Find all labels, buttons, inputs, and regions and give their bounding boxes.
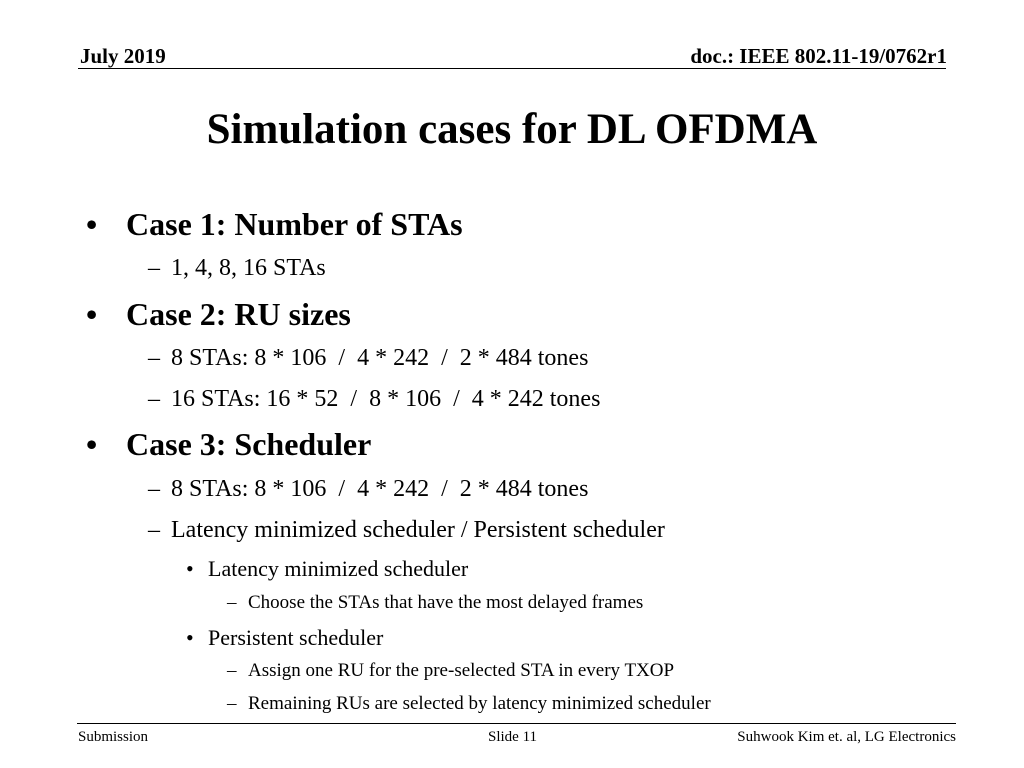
dash-marker: – xyxy=(227,693,237,714)
header-divider xyxy=(78,68,946,69)
dash-marker: – xyxy=(148,517,160,543)
dash-marker: – xyxy=(148,255,160,281)
slide-title: Simulation cases for DL OFDMA xyxy=(206,106,818,153)
bullet-marker: • xyxy=(86,206,98,242)
footer-authors: Suhwook Kim et. al, LG Electronics xyxy=(737,729,956,745)
dash-marker: – xyxy=(148,476,160,502)
case-2-heading: Case 2: RU sizes xyxy=(126,296,351,332)
bullet-marker: • xyxy=(86,296,98,332)
dash-marker: – xyxy=(148,345,160,371)
latency-scheduler-detail: Choose the STAs that have the most delayed frames xyxy=(248,592,644,613)
dash-marker: – xyxy=(227,660,237,681)
case-1-item-stas: 1, 4, 8, 16 STAs xyxy=(171,255,326,281)
bullet-marker: • xyxy=(86,426,98,462)
latency-scheduler-label: Latency minimized scheduler xyxy=(208,556,469,581)
case-1-heading: Case 1: Number of STAs xyxy=(126,206,463,242)
case-2-item-8-stas: 8 STAs: 8 * 106 / 4 * 242 / 2 * 484 tones xyxy=(171,345,589,371)
persistent-scheduler-detail-1: Assign one RU for the pre-selected STA in every TXOP xyxy=(248,660,675,681)
bullet-marker: • xyxy=(186,625,194,650)
case-2-item-16-stas: 16 STAs: 16 * 52 / 8 * 106 / 4 * 242 tones xyxy=(171,386,601,412)
persistent-scheduler-label: Persistent scheduler xyxy=(208,625,384,650)
dash-marker: – xyxy=(148,386,160,412)
footer-slide-number: Slide 11 xyxy=(488,729,538,745)
dash-marker: – xyxy=(227,592,237,613)
case-3-heading: Case 3: Scheduler xyxy=(126,426,372,462)
persistent-scheduler-detail-2: Remaining RUs are selected by latency minimized scheduler xyxy=(248,693,711,714)
footer-submission: Submission xyxy=(78,729,149,745)
case-3-item-8-stas: 8 STAs: 8 * 106 / 4 * 242 / 2 * 484 tones xyxy=(171,476,589,502)
footer-divider xyxy=(77,723,956,724)
header-doc-number: doc.: IEEE 802.11-19/0762r1 xyxy=(690,44,947,68)
bullet-marker: • xyxy=(186,556,194,581)
header-date: July 2019 xyxy=(80,44,166,68)
case-3-item-schedulers: Latency minimized scheduler / Persistent scheduler xyxy=(171,517,665,543)
